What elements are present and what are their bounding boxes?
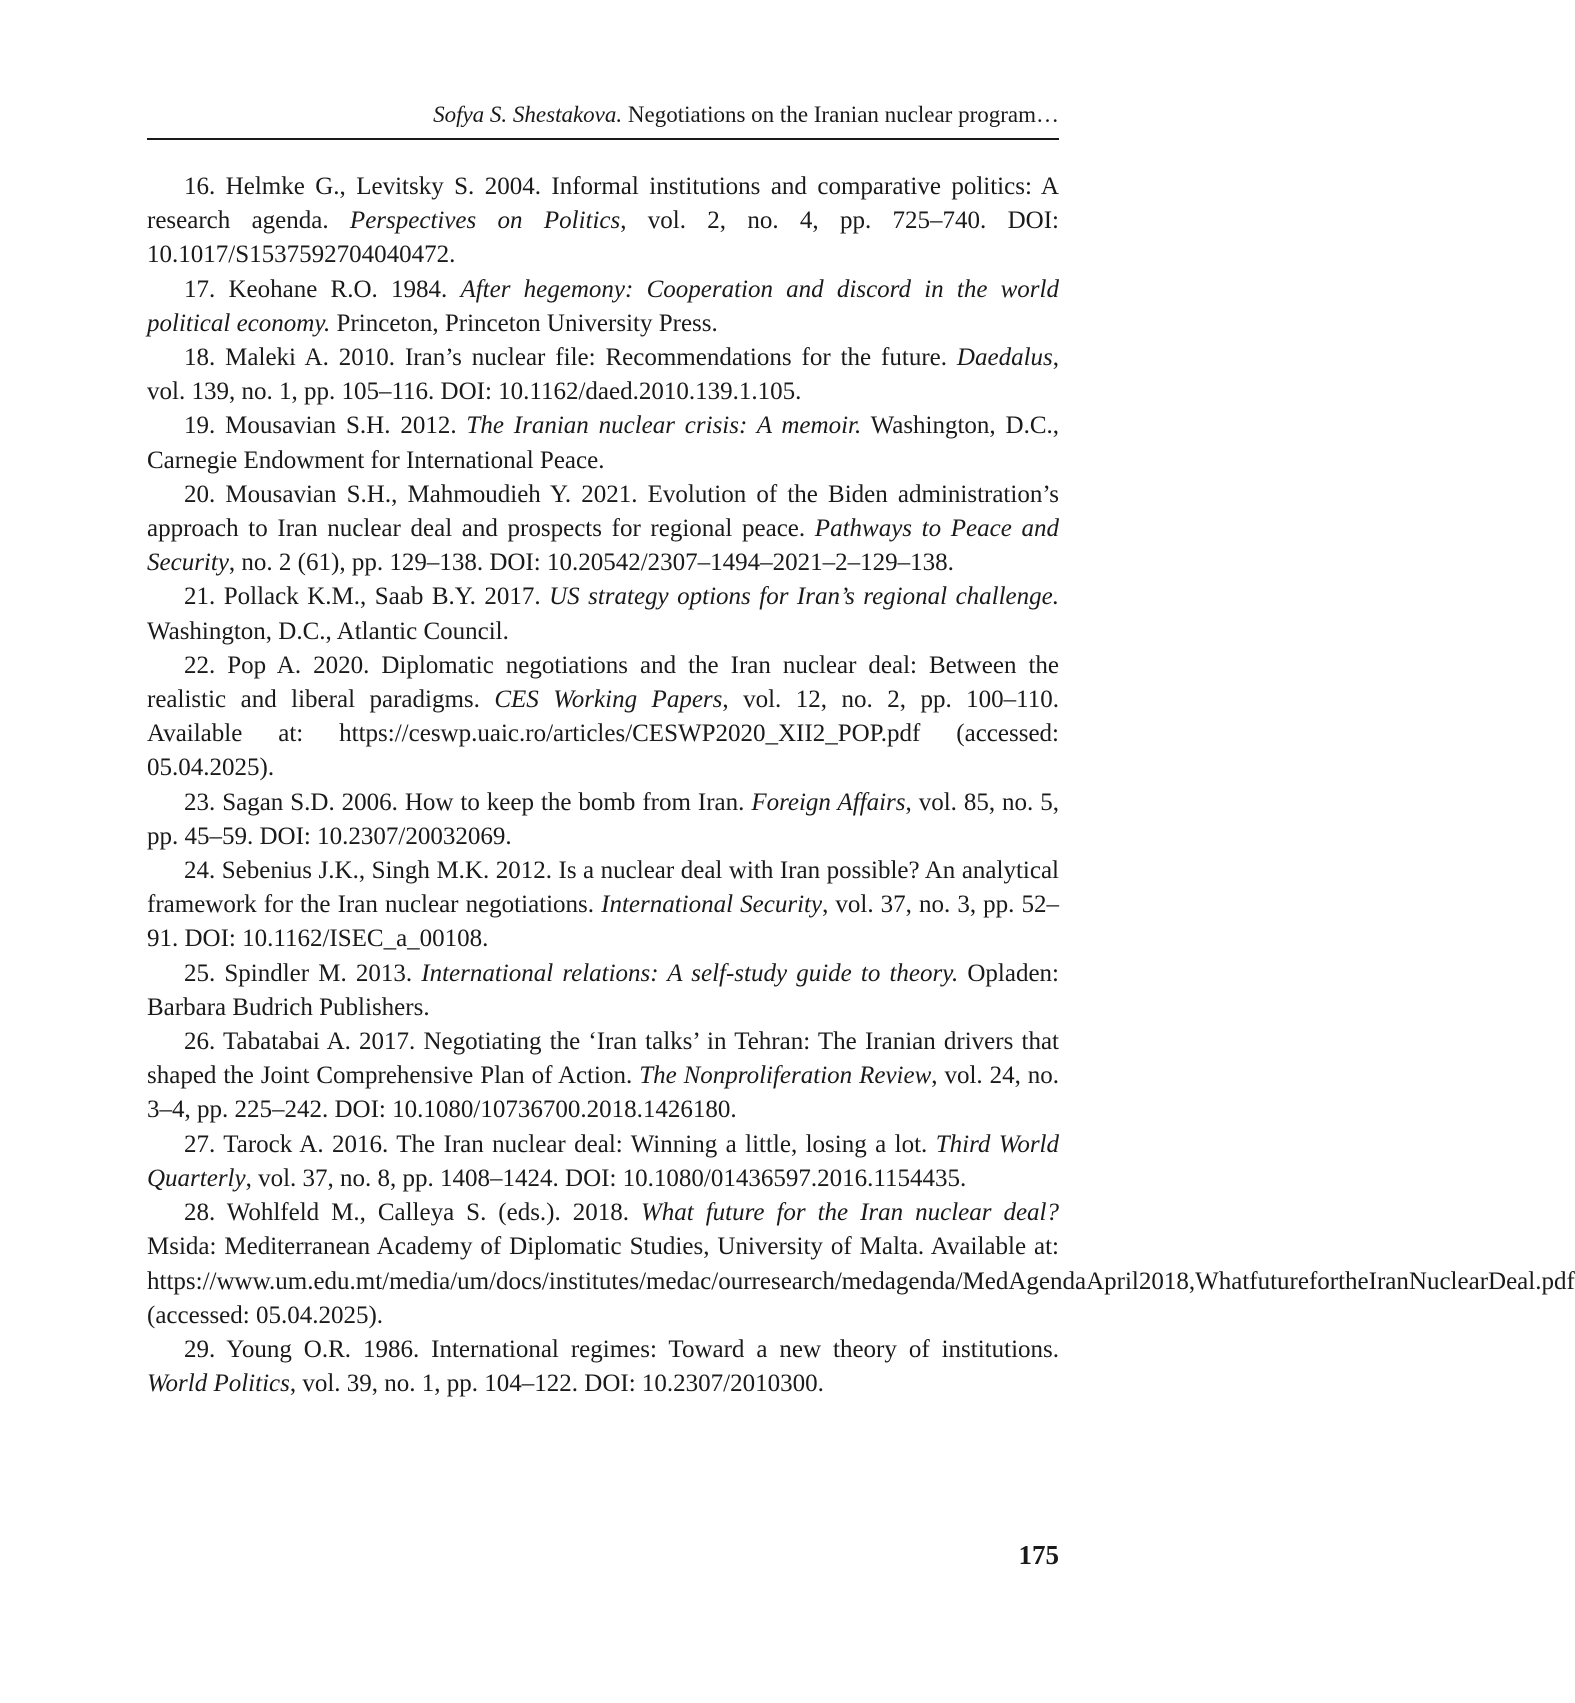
reference-item: 27. Tarock A. 2016. The Iran nuclear deal: Winning a little, losing a lot. Third World Quarterly, vol. 37, no. 8, pp. 1408–1424. DOI: 10.1080/01436597.2016.1154435. [147,1130,1060,1192]
header-author: Sofya S. Shestakova. [433,102,623,127]
header-title: Negotiations on the Iranian nuclear program… [627,102,1059,127]
reference-item: 29. Young O.R. 1986. International regimes: Toward a new theory of institutions. World Politics, vol. 39, no. 1, pp. 104–122. DOI: 10.2307/2010300. [147,1335,1059,1398]
reference-item: 28. Wohlfeld M., Calleya S. (eds.). 2018. What future for the Iran nuclear deal? Msida: Mediterranean Academy of Diplomatic Studies, University of Malta. Available at: https://www.um.edu.mt/media/um/docs/institutes/medac/ourresearch/medagenda/MedAgendaApril2018,WhatfuturefortheIranNuclearDeal.pdf (accessed: 05.04.2025). [147,1199,1575,1329]
header-rule [147,138,1059,140]
reference-item: 20. Mousavian S.H., Mahmoudieh Y. 2021. Evolution of the Biden administration’s approach to Iran nuclear deal and prospects for regional peace. Pathways to Peace and Security, no. 2 (61), pp. 129–138. DOI: 10.20542/2307–1494–2021–2–129–138. [147,480,1059,577]
page-number: 175 [1018,1540,1059,1570]
reference-item: 21. Pollack K.M., Saab B.Y. 2017. US strategy options for Iran’s regional challenge. Washington, D.C., Atlantic Council. [147,583,1059,645]
reference-item: 23. Sagan S.D. 2006. How to keep the bomb from Iran. Foreign Affairs, vol. 85, no. 5, pp. 45–59. DOI: 10.2307/20032069. [147,788,1059,850]
reference-item: 18. Maleki A. 2010. Iran’s nuclear file: Recommendations for the future. Daedalus, vol. 139, no. 1, pp. 105–116. DOI: 10.1162/daed.2010.139.1.105. [147,344,1059,406]
reference-item: 24. Sebenius J.K., Singh M.K. 2012. Is a nuclear deal with Iran possible? An analytical framework for the Iran nuclear negotiations. International Security, vol. 37, no. 3, pp. 52–91. DOI: 10.1162/ISEC_a_00108. [147,857,1060,953]
reference-item: 22. Pop A. 2020. Diplomatic negotiations and the Iran nuclear deal: Between the realistic and liberal paradigms. CES Working Papers, vol. 12, no. 2, pp. 100–110. Available at: https://ceswp.uaic.ro/articles/CESWP2020_XII2_POP.pdf (accessed: 05.04.2025). [147,651,1059,782]
reference-list [147,170,1575,1401]
reference-item: 17. Keohane R.O. 1984. After hegemony: Cooperation and discord in the world political economy. Princeton, Princeton University Press. [147,275,1059,337]
reference-item: 19. Mousavian S.H. 2012. The Iranian nuclear crisis: A memoir. Washington, D.C., Carnegie Endowment for International Peace. [147,412,1060,474]
reference-item: 26. Tabatabai A. 2017. Negotiating the ‘Iran talks’ in Tehran: The Iranian drivers that shaped the Joint Comprehensive Plan of Action. The Nonproliferation Review, vol. 24, no. 3–4, pp. 225–242. DOI: 10.1080/10736700.2018.1426180. [147,1028,1059,1124]
reference-item: 16. Helmke G., Levitsky S. 2004. Informal institutions and comparative politics: A research agenda. Perspectives on Politics, vol. 2, no. 4, pp. 725–740. DOI: 10.1017/S1537592704040472. [147,173,1059,269]
reference-item: 25. Spindler M. 2013. International relations: A self-study guide to theory. Opladen: Barbara Budrich Publishers. [147,959,1059,1021]
running-header [147,100,1059,130]
